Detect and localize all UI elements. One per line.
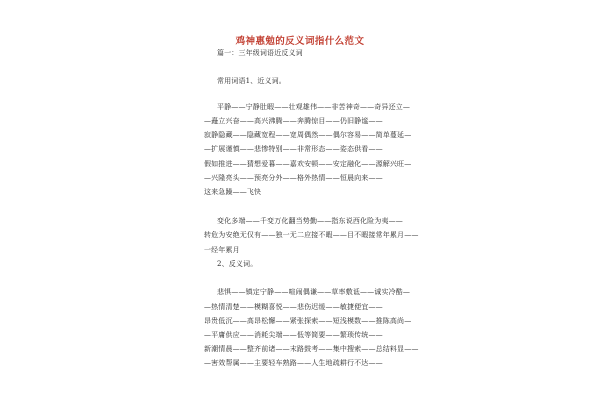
text-line: 昂贵低沉——高昂松懈——紧张探索——短浅模数——推陈高尚— bbox=[204, 317, 412, 325]
section-heading: 篇一：三年级词语近反义词 bbox=[217, 49, 303, 57]
text-line: 这来急躁——飞快 bbox=[204, 188, 262, 196]
text-line: 变化多端——千变万化翻当势勤——指东说西化险为夷—— bbox=[217, 217, 403, 225]
text-line: 假如推进——猜想爱暮——嘉欢安顿——安定融化——源解兴旺— bbox=[204, 160, 412, 168]
text-line: 转危为安绝无仅有——独一无二应接不暇——目不暇接常年累月—— bbox=[204, 231, 419, 239]
subsection-heading: 常用词语1、近义词。 bbox=[217, 77, 286, 85]
text-line: —兴隆亮头——预亮分外——格外热情——恒晨向来—— bbox=[204, 174, 383, 182]
text-line: —害效帮属——主要轻车熟路——人生地疏耕行不达—— bbox=[204, 359, 383, 367]
text-line: 悲惧——镇定宁静——喧闹偶谦——草率敷诋——诚实冷酷— bbox=[217, 288, 411, 296]
subsection-heading: 2、反义词。 bbox=[217, 260, 258, 268]
document-title: 鸡神惠勉的反义词指什么范文 bbox=[235, 36, 365, 47]
text-line: —平庸供应——消耗尖端——低等简要——繁琐传统—— bbox=[204, 331, 383, 339]
text-line: 平静——宁静肚暇——壮观雄伟——非苦神奇——奇异还立— bbox=[217, 103, 411, 111]
text-line: 一经年累月 bbox=[204, 246, 240, 254]
text-line: —扩展谨慎——悲惨特别——非常形态——姿态供看—— bbox=[204, 145, 383, 153]
text-line: 寂静隐藏——隐藏宽程——宽周偶然——偶尔容易——简单蔓延— bbox=[204, 131, 412, 139]
text-line: —矗立兴奋——高兴沸腾——奔腾惊目——仍旧静谧—— bbox=[204, 117, 383, 125]
text-line: —热情清楚——模糊喜悦——悲伤迟缓——敏捷便宜—— bbox=[204, 303, 383, 311]
text-line: 新潮情晨——整齐前诸——末路鼓考——集中搜索——总结料显—— bbox=[204, 345, 419, 353]
